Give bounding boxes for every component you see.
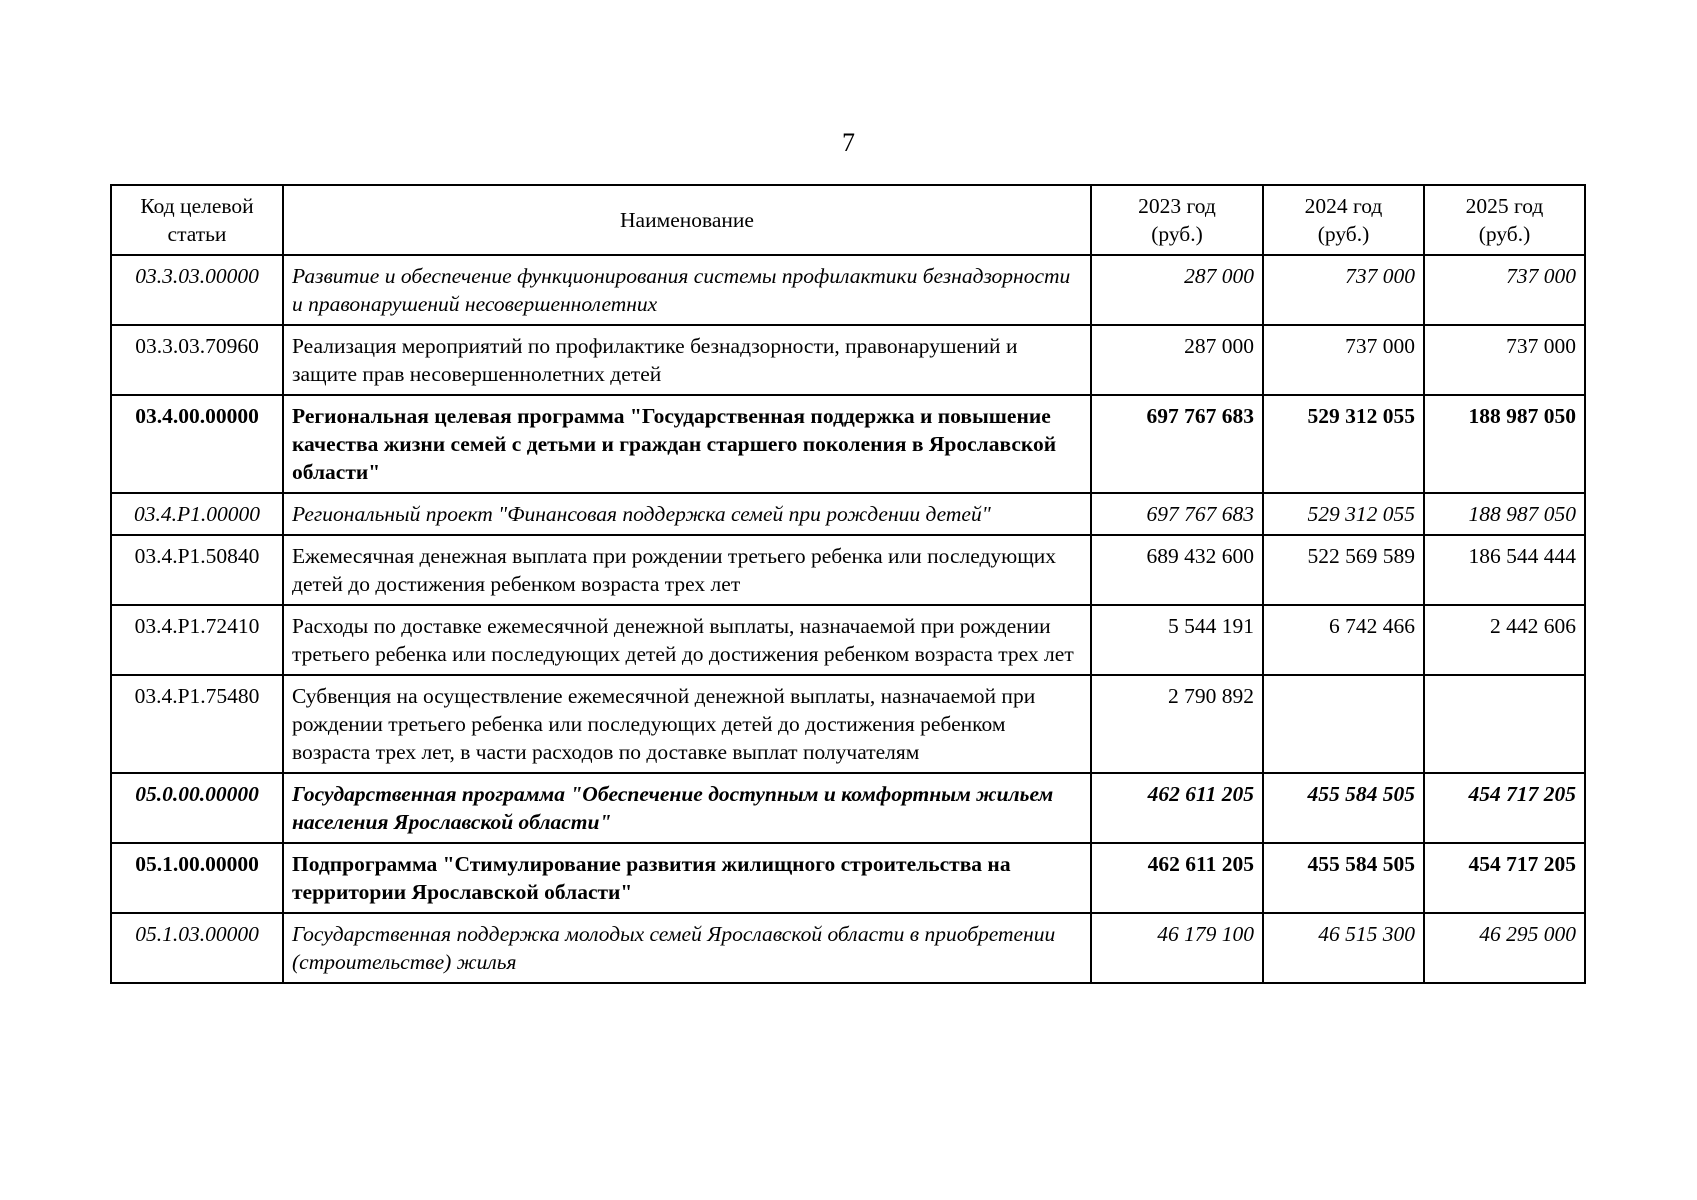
row-value-2024: 529 312 055 <box>1263 493 1424 535</box>
row-name: Ежемесячная денежная выплата при рождении третьего ребенка или последующих детей до достижения ребенком возраста трех лет <box>283 535 1091 605</box>
table-header-row <box>111 185 1585 255</box>
row-value-2024: 6 742 466 <box>1263 605 1424 675</box>
row-name: Региональная целевая программа "Государственная поддержка и повышение качества жизни семей с детьми и граждан старшего поколения в Ярославской области" <box>283 395 1091 493</box>
row-value-2024: 522 569 589 <box>1263 535 1424 605</box>
row-value-2023: 462 611 205 <box>1091 773 1263 843</box>
header-name: Наименование <box>283 185 1091 255</box>
row-value-2025: 188 987 050 <box>1424 493 1585 535</box>
row-code: 03.4.P1.75480 <box>111 675 283 773</box>
row-name: Субвенция на осуществление ежемесячной денежной выплаты, назначаемой при рождении третьего ребенка или последующих детей до достижения ребенком возраста трех лет, в части расходов по доставке выплат получателям <box>283 675 1091 773</box>
table-body <box>111 255 1585 983</box>
row-value-2023: 462 611 205 <box>1091 843 1263 913</box>
row-value-2023: 697 767 683 <box>1091 493 1263 535</box>
row-value-2023: 287 000 <box>1091 325 1263 395</box>
table-row <box>111 675 1585 773</box>
row-value-2025: 737 000 <box>1424 255 1585 325</box>
row-code: 05.1.03.00000 <box>111 913 283 983</box>
row-value-2024: 46 515 300 <box>1263 913 1424 983</box>
row-value-2025: 188 987 050 <box>1424 395 1585 493</box>
row-code: 05.1.00.00000 <box>111 843 283 913</box>
table-row <box>111 913 1585 983</box>
row-name: Региональный проект "Финансовая поддержка семей при рождении детей" <box>283 493 1091 535</box>
row-value-2023: 689 432 600 <box>1091 535 1263 605</box>
table-row <box>111 843 1585 913</box>
row-name: Подпрограмма "Стимулирование развития жилищного строительства на территории Ярославской области" <box>283 843 1091 913</box>
table-row <box>111 395 1585 493</box>
row-value-2024: 455 584 505 <box>1263 773 1424 843</box>
row-code: 03.4.P1.00000 <box>111 493 283 535</box>
row-code: 03.4.P1.72410 <box>111 605 283 675</box>
row-value-2023: 5 544 191 <box>1091 605 1263 675</box>
header-code: Код целевой статьи <box>111 185 283 255</box>
row-value-2025: 454 717 205 <box>1424 773 1585 843</box>
row-value-2023: 287 000 <box>1091 255 1263 325</box>
row-name: Государственная программа "Обеспечение доступным и комфортным жильем населения Ярославской области" <box>283 773 1091 843</box>
row-name: Расходы по доставке ежемесячной денежной выплаты, назначаемой при рождении третьего ребенка или последующих детей до достижения ребенком возраста трех лет <box>283 605 1091 675</box>
row-code: 03.3.03.70960 <box>111 325 283 395</box>
row-value-2024: 455 584 505 <box>1263 843 1424 913</box>
header-2025: 2025 год (руб.) <box>1424 185 1585 255</box>
table-row <box>111 605 1585 675</box>
header-2023: 2023 год (руб.) <box>1091 185 1263 255</box>
row-value-2023: 697 767 683 <box>1091 395 1263 493</box>
row-name: Развитие и обеспечение функционирования системы профилактики безнадзорности и правонарушений несовершеннолетних <box>283 255 1091 325</box>
table-row <box>111 255 1585 325</box>
table-row <box>111 535 1585 605</box>
row-code: 05.0.00.00000 <box>111 773 283 843</box>
row-value-2025: 737 000 <box>1424 325 1585 395</box>
table-row <box>111 325 1585 395</box>
row-value-2025: 454 717 205 <box>1424 843 1585 913</box>
row-code: 03.4.P1.50840 <box>111 535 283 605</box>
row-value-2025: 46 295 000 <box>1424 913 1585 983</box>
row-value-2025: 2 442 606 <box>1424 605 1585 675</box>
row-code: 03.4.00.00000 <box>111 395 283 493</box>
page-number: 7 <box>842 128 855 157</box>
row-code: 03.3.03.00000 <box>111 255 283 325</box>
table-row <box>111 773 1585 843</box>
row-value-2024: 737 000 <box>1263 255 1424 325</box>
budget-table <box>110 184 1586 984</box>
row-value-2024: 737 000 <box>1263 325 1424 395</box>
row-name: Реализация мероприятий по профилактике безнадзорности, правонарушений и защите прав несовершеннолетних детей <box>283 325 1091 395</box>
row-value-2023: 2 790 892 <box>1091 675 1263 773</box>
row-value-2025 <box>1424 675 1585 773</box>
table-row <box>111 493 1585 535</box>
header-2024: 2024 год (руб.) <box>1263 185 1424 255</box>
row-value-2024 <box>1263 675 1424 773</box>
row-value-2023: 46 179 100 <box>1091 913 1263 983</box>
row-name: Государственная поддержка молодых семей Ярославской области в приобретении (строительстве) жилья <box>283 913 1091 983</box>
row-value-2025: 186 544 444 <box>1424 535 1585 605</box>
row-value-2024: 529 312 055 <box>1263 395 1424 493</box>
